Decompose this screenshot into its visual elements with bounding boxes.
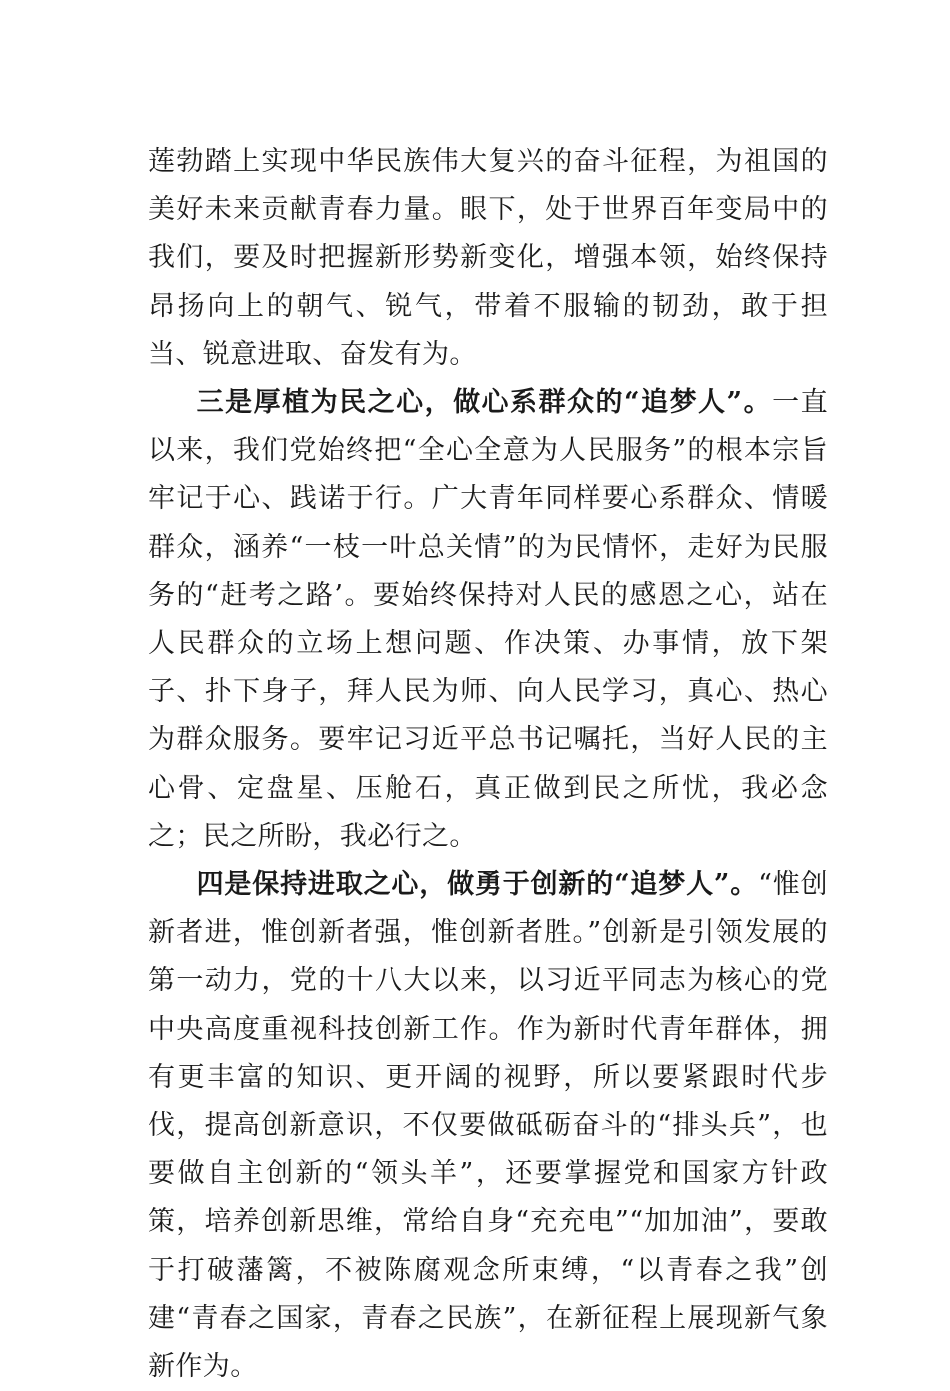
paragraph-section-three [148,379,828,861]
paragraph-text: 一直以来，我们党始终把“全心全意为人民服务”的根本宗旨牢记于心、践诺于行。广大青年同样要心系群众、情暖群众，涵养“一枝一叶总关情”的为民情怀，走好为民服务的“赶考之路’。要始终保持对人民的感恩之心，站在人民群众的立场上想问题、作决策、办事情，放下架子、扑下身子，拜人民为师、向人民学习，真心、热心为群众服务。要牢记习近平总书记嘱托，当好人民的主心骨、定盘星、压舱石，真正做到民之所忧，我必念之；民之所盼，我必行之。 [148,387,828,852]
paragraph-continuation [148,138,828,379]
paragraph-text: “惟创新者进，惟创新者强，惟创新者胜。”创新是引领发展的第一动力，党的十八大以来，以习近平同志为核心的党中央高度重视科技创新工作。作为新时代青年群体，拥有更丰富的知识、更开阔的视野，所以要紧跟时代步伐，提高创新意识，不仅要做砥砺奋斗的“排头兵”，也要做自主创新的“领头羊”，还要掌握党和国家方针政策，培养创新思维，常给自身“充充电”“加加油”，要敢于打破藩篱，不被陈腐观念所束缚，“以青春之我”创建“青春之国家，青春之民族”，在新征程上展现新气象新作为。 [148,869,828,1383]
section-heading: 四是保持进取之心，做勇于创新的“追梦人”。 [196,869,759,901]
section-heading: 三是厚植为民之心，做心系群众的“追梦人”。 [196,387,773,419]
body-text [148,138,828,1391]
paragraph-section-four [148,861,828,1391]
paragraph-text: 莲勃踏上实现中华民族伟大复兴的奋斗征程，为祖国的美好未来贡献青春力量。眼下，处于世界百年变局中的我们，要及时把握新形势新变化，增强本领，始终保持昂扬向上的朝气、锐气，带着不服输的韧劲，敢于担当、锐意进取、奋发有为。 [148,146,828,370]
